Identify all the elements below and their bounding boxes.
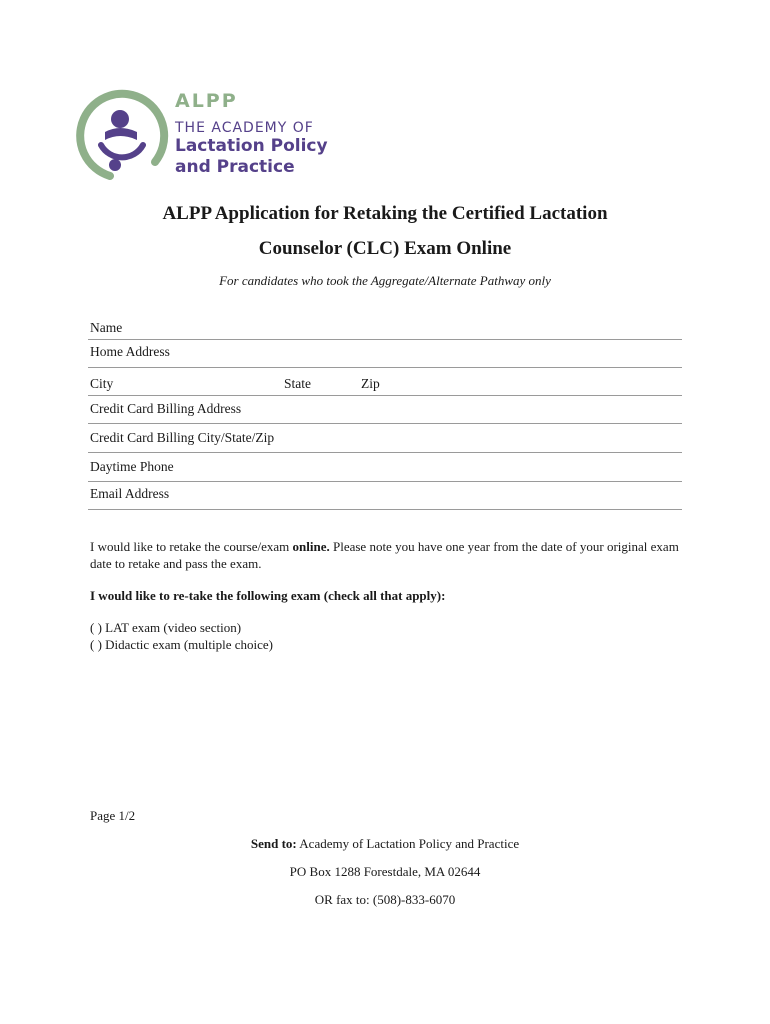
exam-heading: I would like to re-take the following exam (check all that apply):	[90, 588, 446, 603]
logo-emblem-icon	[75, 88, 170, 183]
email-field[interactable]	[88, 481, 682, 510]
home-address-label: Home Address	[90, 344, 170, 359]
city-state-zip-field[interactable]	[88, 367, 682, 396]
note-online: online.	[292, 539, 330, 554]
email-label: Email Address	[90, 486, 170, 501]
city-label: City	[90, 376, 114, 391]
form-subtitle: For candidates who took the Aggregate/Alternate Pathway only	[219, 273, 551, 288]
form-title-line1: ALPP Application for Retaking the Certified Lactation	[162, 203, 608, 224]
billing-address-field[interactable]	[88, 395, 682, 424]
send-to-label: Send to:	[250, 836, 297, 851]
billing-city-field[interactable]	[88, 423, 682, 453]
didactic-exam-option[interactable]: ( ) Didactic exam (multiple choice)	[90, 637, 274, 652]
zip-label: Zip	[361, 376, 380, 391]
billing-city-label: Credit Card Billing City/State/Zip	[90, 430, 275, 445]
logo-academy-of: THE ACADEMY OF	[175, 120, 314, 136]
lat-exam-option[interactable]: ( ) LAT exam (video section)	[90, 620, 242, 635]
mailing-address: PO Box 1288 Forestdale, MA 02644	[289, 864, 481, 879]
home-address-field[interactable]	[88, 339, 682, 368]
phone-label: Daytime Phone	[90, 459, 174, 474]
note-text-2: Please note you have one year from the date of your original exam date to retake and pass the exam.	[90, 539, 679, 571]
logo-and-practice: and Practice	[175, 157, 295, 177]
form-title-line2: Counselor (CLC) Exam Online	[258, 238, 512, 259]
phone-field[interactable]	[88, 452, 682, 482]
state-label: State	[284, 376, 311, 391]
send-to-line	[0, 836, 770, 852]
name-field[interactable]	[88, 318, 682, 340]
page-number: Page 1/2	[90, 808, 136, 823]
send-to-value: Academy of Lactation Policy and Practice	[296, 836, 520, 851]
fax-number: OR fax to: (508)-833-6070	[314, 892, 456, 907]
name-label: Name	[90, 320, 123, 335]
note-text-1: I would like to retake the course/exam	[90, 539, 293, 554]
exam-options	[90, 619, 273, 653]
billing-address-label: Credit Card Billing Address	[90, 401, 242, 416]
logo-lactation-policy: Lactation Policy	[175, 136, 328, 156]
alpp-logo	[75, 88, 365, 183]
retake-note	[90, 538, 680, 572]
logo-acronym: ALPP	[175, 90, 238, 112]
